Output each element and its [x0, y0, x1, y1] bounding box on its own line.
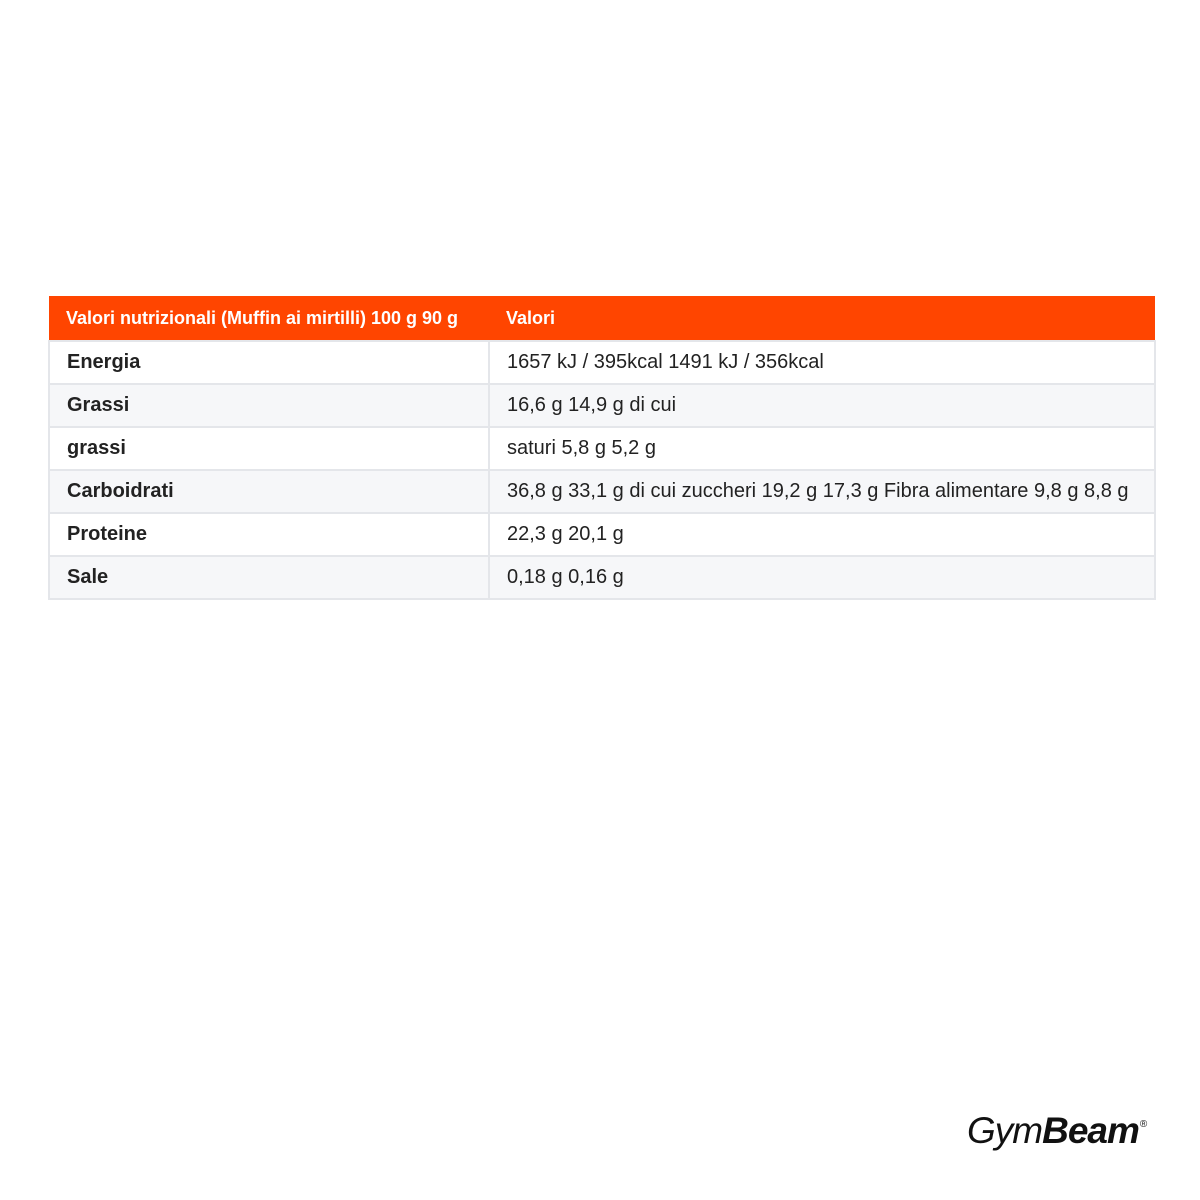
- gymbeam-logo: [967, 1106, 1146, 1156]
- registered-mark: ®: [1139, 1119, 1147, 1130]
- row-label: grassi: [49, 427, 489, 470]
- table-row: [49, 427, 1155, 470]
- column-header-values: Valori: [489, 296, 1155, 341]
- row-value: 22,3 g 20,1 g: [489, 513, 1155, 556]
- row-label: Sale: [49, 556, 489, 599]
- row-label: Grassi: [49, 384, 489, 427]
- row-label: Energia: [49, 341, 489, 384]
- row-value: 0,18 g 0,16 g: [489, 556, 1155, 599]
- table-row: [49, 513, 1155, 556]
- row-value: 16,6 g 14,9 g di cui: [489, 384, 1155, 427]
- row-value: saturi 5,8 g 5,2 g: [489, 427, 1155, 470]
- table-row: [49, 556, 1155, 599]
- row-label: Proteine: [49, 513, 489, 556]
- logo-text-beam: Beam: [1042, 1110, 1139, 1151]
- row-label: Carboidrati: [49, 470, 489, 513]
- table-row: [49, 470, 1155, 513]
- table-row: [49, 384, 1155, 427]
- row-value: 36,8 g 33,1 g di cui zuccheri 19,2 g 17,3 g Fibra alimentare 9,8 g 8,8 g: [489, 470, 1155, 513]
- column-header-nutrition: Valori nutrizionali (Muffin ai mirtilli) 100 g 90 g: [49, 296, 489, 341]
- table-row: [49, 341, 1155, 384]
- row-value: 1657 kJ / 395kcal 1491 kJ / 356kcal: [489, 341, 1155, 384]
- logo-text-gym: Gym: [967, 1110, 1043, 1151]
- table-header-row: [49, 296, 1155, 341]
- nutrition-table: [48, 296, 1156, 600]
